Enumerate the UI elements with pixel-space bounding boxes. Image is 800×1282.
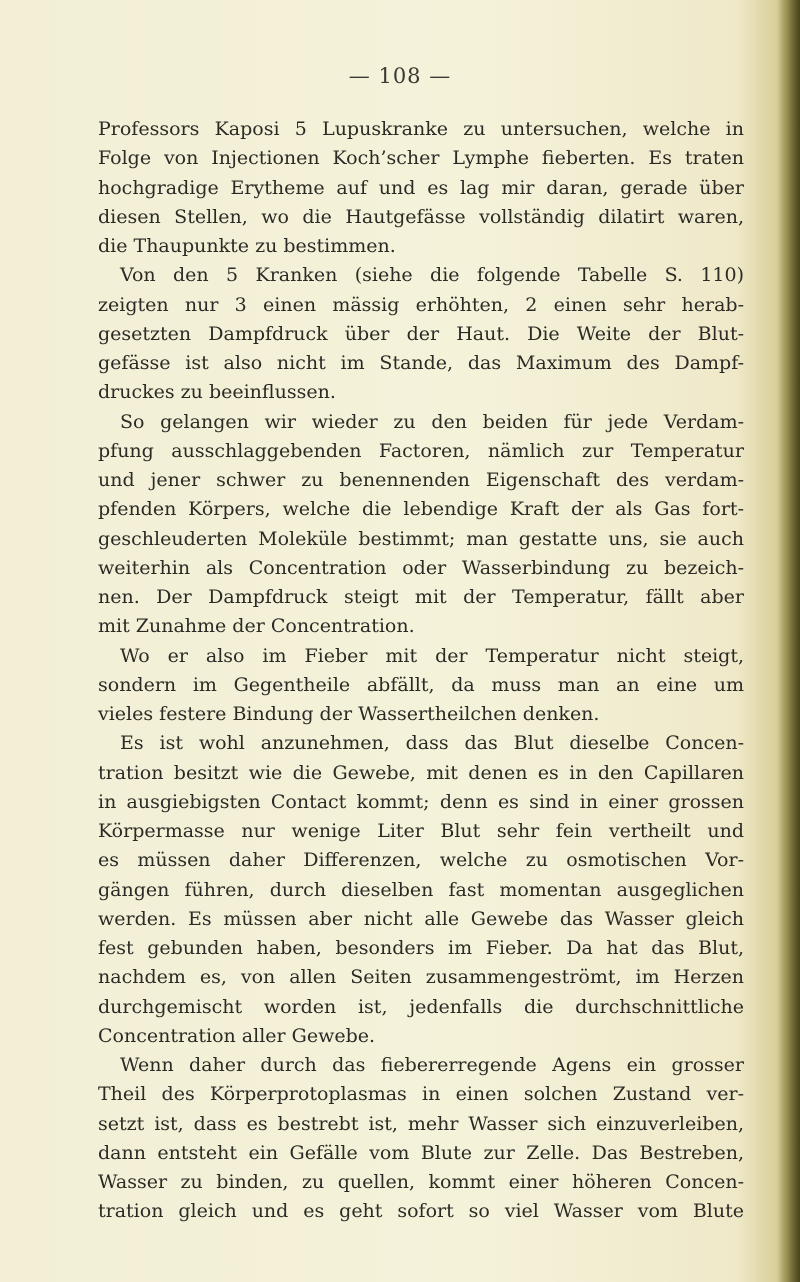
text-line: und jener schwer zu benennenden Eigenschaft des verdam-	[98, 469, 744, 491]
text-line: mit Zunahme der Concentration.	[98, 615, 415, 638]
text-line: sondern im Gegentheile abfällt, da muss man an eine um	[98, 673, 744, 696]
text-line: Körpermasse nur wenige Liter Blut sehr fein vertheilt und	[98, 820, 744, 842]
text-line: hochgradige Erytheme auf und es lag mir daran, gerade über	[98, 176, 744, 199]
text-line: Professors Kaposi 5 Lupuskranke zu untersuchen, welche in	[98, 118, 744, 140]
text-line: in ausgiebigsten Contact kommt; denn es sind in einer grossen	[98, 790, 744, 813]
text-line: tration besitzt wie die Gewebe, mit denen es in den Capillaren	[98, 761, 744, 784]
text-line: geschleuderten Moleküle bestimmt; man gestatte uns, sie auch	[98, 527, 744, 550]
text-line: Von den 5 Kranken (siehe die folgende Tabelle S. 110)	[120, 264, 744, 287]
text-line: gesetzten Dampfdruck über der Haut. Die Weite der Blut-	[98, 322, 744, 345]
text-line: Concentration aller Gewebe.	[98, 1024, 376, 1047]
text-line: Wenn daher durch das fiebererregende Agens ein grosser	[120, 1054, 744, 1076]
text-line: durchgemischt worden ist, jedenfalls die durchschnittliche	[98, 995, 744, 1018]
text-line: So gelangen wir wieder zu den beiden für jede Verdam-	[120, 410, 744, 433]
text-line: Wo er also im Fieber mit der Temperatur nicht steigt,	[120, 644, 744, 667]
page-number: — 108 —	[348, 64, 452, 88]
text-line: gefässe ist also nicht im Stande, das Maximum des Dampf-	[98, 352, 744, 374]
text-line: dann entsteht ein Gefälle vom Blute zur Zelle. Das Bestreben,	[98, 1141, 744, 1164]
text-line: diesen Stellen, wo die Hautgefässe vollständig dilatirt waren,	[98, 205, 744, 228]
text-line: zeigten nur 3 einen mässig erhöhten, 2 einen sehr herab-	[98, 293, 744, 316]
text-line: Es ist wohl anzunehmen, dass das Blut dieselbe Concen-	[120, 732, 744, 755]
page-edge-shadow	[778, 0, 800, 1282]
text-line: werden. Es müssen aber nicht alle Gewebe das Wasser gleich	[98, 907, 744, 930]
text-line: pfung ausschlaggebenden Factoren, nämlich zur Temperatur	[98, 439, 744, 462]
text-line: tration gleich und es geht sofort so viel Wasser vom Blute	[98, 1200, 744, 1223]
text-line: die Thaupunkte zu bestimmen.	[98, 235, 396, 257]
text-line: es müssen daher Differenzen, welche zu osmotischen Vor-	[98, 849, 744, 872]
text-line: Theil des Körperprotoplasmas in einen solchen Zustand ver-	[98, 1083, 744, 1106]
text-line: pfenden Körpers, welche die lebendige Kraft der als Gas fort-	[98, 498, 744, 521]
text-line: vieles festere Bindung der Wassertheilchen denken.	[98, 703, 600, 725]
text-line: Wasser zu binden, zu quellen, kommt einer höheren Concen-	[98, 1171, 744, 1193]
text-line: nen. Der Dampfdruck steigt mit der Temperatur, fällt aber	[98, 586, 744, 608]
text-line: setzt ist, dass es bestrebt ist, mehr Wasser sich einzuverleiben,	[98, 1112, 744, 1135]
text-line: nachdem es, von allen Seiten zusammengeströmt, im Herzen	[98, 966, 744, 989]
text-line: fest gebunden haben, besonders im Fieber. Da hat das Blut,	[98, 937, 744, 959]
text-line: gängen führen, durch dieselben fast momentan ausgeglichen	[98, 878, 744, 901]
text-line: weiterhin als Concentration oder Wasserbindung zu bezeich-	[98, 556, 744, 579]
text-line: druckes zu beeinflussen.	[98, 381, 336, 404]
text-line: Folge von Injectionen Koch’scher Lymphe fieberten. Es traten	[98, 147, 744, 170]
body-text	[98, 115, 744, 1227]
